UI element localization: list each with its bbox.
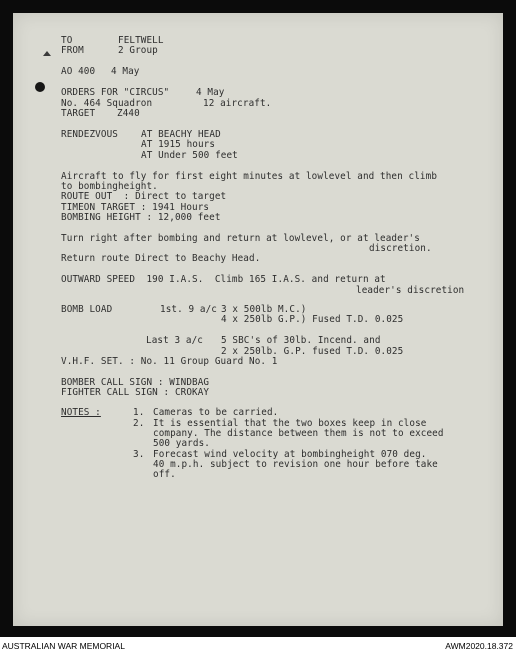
bomb-load-label: BOMB LOAD xyxy=(61,304,113,315)
note-2-line-3: 500 yards. xyxy=(153,438,210,449)
first-aircraft: 1st. 9 a/c xyxy=(160,304,217,315)
orders-label: ORDERS FOR "CIRCUS" xyxy=(61,87,170,98)
notes-label: NOTES : xyxy=(61,407,101,418)
return-line-2: discretion. xyxy=(369,243,432,254)
ao-reference: AO 400 xyxy=(61,66,96,77)
rendezvous-label: RENDEZVOUS xyxy=(61,129,118,140)
route-out: ROUTE OUT : Direct to target xyxy=(61,191,227,202)
footer-bar xyxy=(0,637,516,653)
ink-mark-icon xyxy=(42,50,52,58)
note-1-number: 1. xyxy=(133,407,145,418)
to-value: FELTWELL xyxy=(118,35,164,46)
note-2-line-1: It is essential that the two boxes keep in close xyxy=(153,418,427,429)
rendezvous-height: AT Under 500 feet xyxy=(141,150,238,161)
note-3-number: 3. xyxy=(133,449,145,460)
note-3-line-2: 40 m.p.h. subject to revision one hour before take xyxy=(153,459,438,470)
note-3-line-1: Forecast wind velocity at bombingheight 070 deg. xyxy=(153,449,427,460)
last-aircraft: Last 3 a/c xyxy=(146,335,203,346)
last-load-1: 5 SBC's of 30lb. Incend. and xyxy=(221,335,381,346)
accession-number: AWM2020.18.372 xyxy=(445,641,513,651)
target-label: TARGET xyxy=(61,108,96,119)
instruction-line-1: Aircraft to fly for first eight minutes at lowlevel and then climb xyxy=(61,171,438,182)
vhf-set: V.H.F. SET. : No. 11 Group Guard No. 1 xyxy=(61,356,278,367)
instruction-line-2: to bombingheight. xyxy=(61,181,158,192)
target-value: Z440 xyxy=(117,108,140,119)
bombing-height: BOMBING HEIGHT : 12,000 feet xyxy=(61,212,221,223)
speed-line-2: leader's discretion xyxy=(356,285,465,296)
fighter-call-sign: FIGHTER CALL SIGN : CROKAY xyxy=(61,387,210,398)
rendezvous-place: AT BEACHY HEAD xyxy=(141,129,221,140)
ao-date: 4 May xyxy=(111,66,140,77)
return-line-1: Turn right after bombing and return at lowlevel, or at leader's xyxy=(61,233,420,244)
last-load-2: 2 x 250lb. G.P. fused T.D. 0.025 xyxy=(221,346,404,357)
time-on-target: TIMEON TARGET : 1941 Hours xyxy=(61,202,210,213)
return-line-3: Return route Direct to Beachy Head. xyxy=(61,253,261,264)
document-page xyxy=(13,13,503,626)
note-3-line-3: off. xyxy=(153,469,176,480)
aircraft-count: 12 aircraft. xyxy=(203,98,272,109)
note-2-line-2: company. The distance between them is not to exceed xyxy=(153,428,444,439)
from-value: 2 Group xyxy=(118,45,158,56)
speed-line-1: OUTWARD SPEED 190 I.A.S. Climb 165 I.A.S. and return at xyxy=(61,274,386,285)
institution-label: AUSTRALIAN WAR MEMORIAL xyxy=(2,641,125,651)
squadron: No. 464 Squadron xyxy=(61,98,153,109)
to-label: TO xyxy=(61,35,73,46)
note-2-number: 2. xyxy=(133,418,145,429)
note-1: Cameras to be carried. xyxy=(153,407,279,418)
first-load-1: 3 x 500lb M.C.) xyxy=(221,304,307,315)
first-load-2: 4 x 250lb G.P.) Fused T.D. 0.025 xyxy=(221,314,404,325)
punch-hole xyxy=(35,82,45,92)
bomber-call-sign: BOMBER CALL SIGN : WINDBAG xyxy=(61,377,210,388)
rendezvous-time: AT 1915 hours xyxy=(141,139,216,150)
orders-date: 4 May xyxy=(196,87,225,98)
from-label: FROM xyxy=(61,45,84,56)
